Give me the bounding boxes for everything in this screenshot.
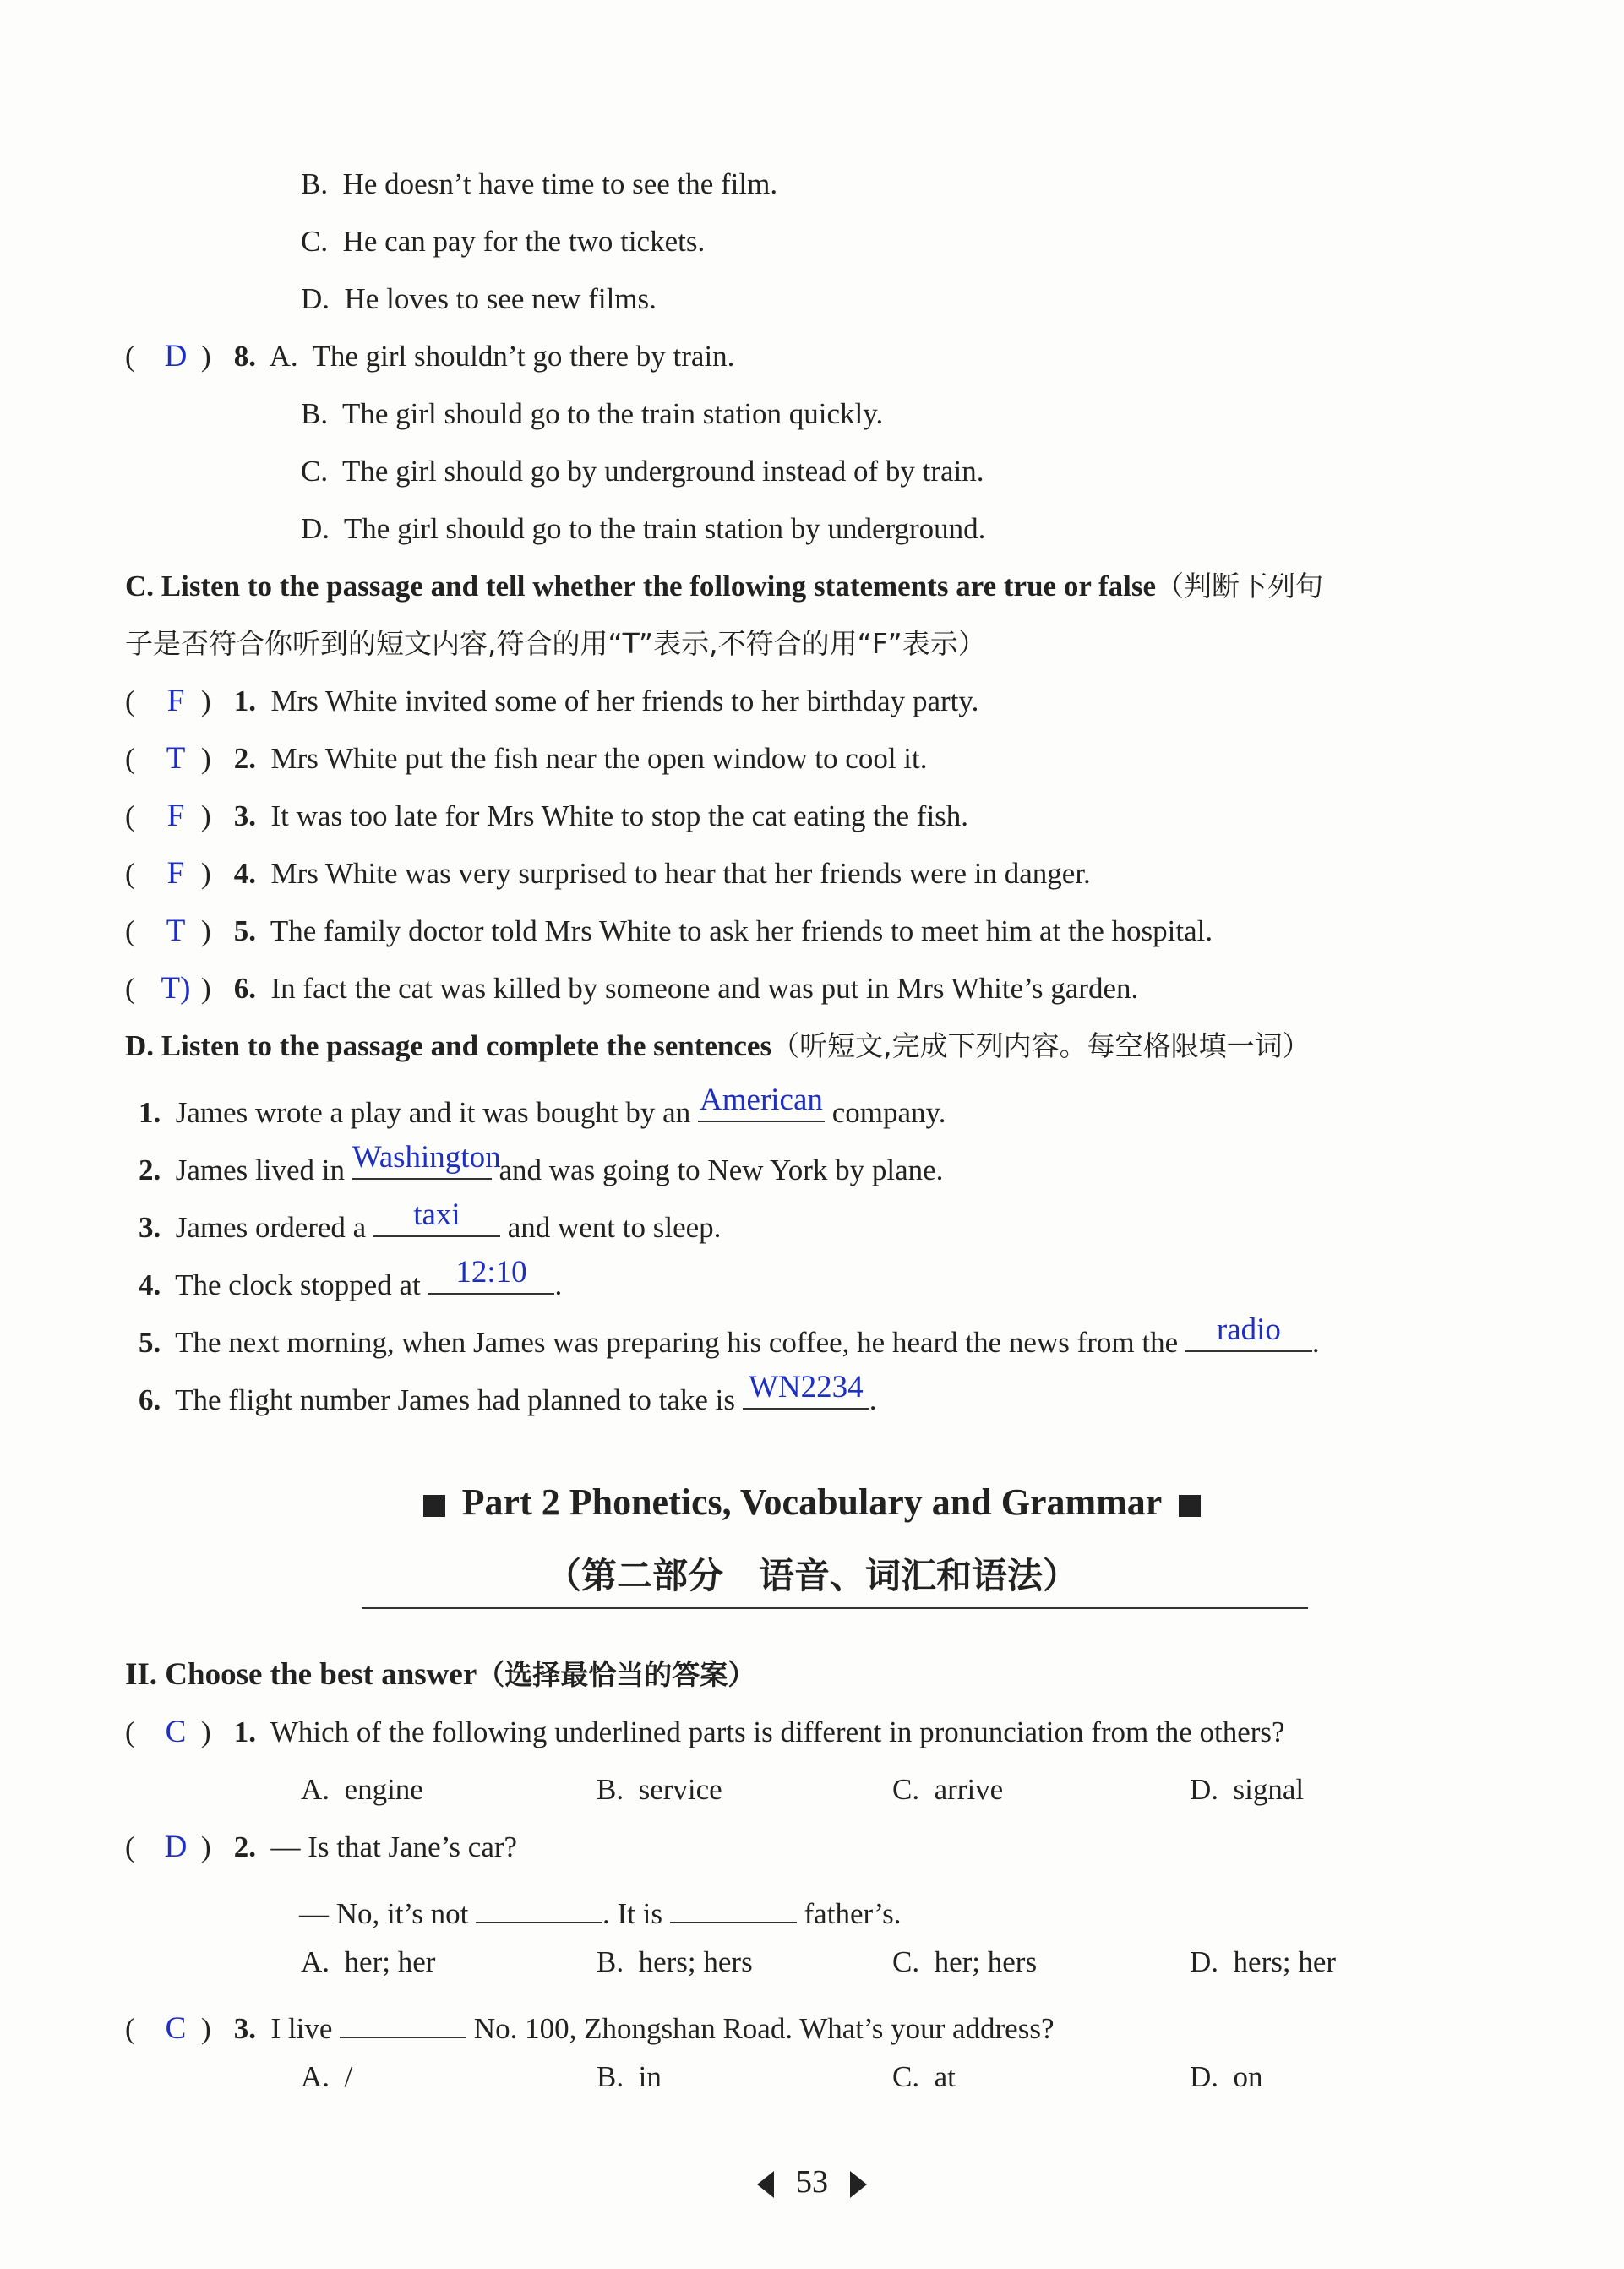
section-c-title: C. Listen to the passage and tell whether the following statements are true or false（判断下列句: [125, 570, 1324, 603]
q8-option-c: C. The girl should go by underground instead of by train.: [301, 455, 984, 488]
q8-answer: D: [164, 339, 188, 374]
d-item-5: 5. The next morning, when James was preparing his coffee, he heard the news from the radio .: [139, 1312, 1320, 1359]
q7-option-d: D. He loves to see new films.: [301, 282, 657, 315]
d-blank-3: taxi: [373, 1202, 500, 1237]
ii-q2-line2: — No, it’s not . It is father’s.: [299, 1888, 902, 1931]
section-d-title: D. Listen to the passage and complete the sentences（听短文,完成下列内容。每空格限填一词）: [125, 1029, 1311, 1062]
c-item-6: ( T) ) 6. In fact the cat was killed by someone and was put in Mrs White’s garden.: [125, 971, 1139, 1006]
q7-option-b: B. He doesn’t have time to see the film.: [301, 167, 778, 200]
ii-q1-option-b: B. service: [597, 1773, 722, 1806]
d-blank-2: Washington: [352, 1144, 492, 1180]
q8-option-b: B. The girl should go to the train station quickly.: [301, 397, 884, 430]
q7-option-c: C. He can pay for the two tickets.: [301, 225, 706, 258]
page-number: 53: [796, 2164, 828, 2200]
ii-q2-blank-2: [670, 1888, 797, 1923]
d-blank-6: WN2234: [743, 1374, 869, 1410]
ii-q2-option-c: C. her; hers: [892, 1945, 1038, 1978]
ii-q2-option-b: B. hers; hers: [597, 1945, 753, 1978]
ii-q3-option-c: C. at: [892, 2060, 956, 2093]
part2-title-cn: （第二部分 语音、词汇和语法）: [545, 1555, 1078, 1596]
c-item-2: ( T ) 2. Mrs White put the fish near the open window to cool it.: [125, 741, 928, 776]
ii-q2-blank-1: [476, 1888, 602, 1923]
d-item-2: 2. James lived in Washington and was going to New York by plane.: [139, 1140, 944, 1186]
square-bullet-icon: [423, 1495, 445, 1517]
d-item-6: 6. The flight number James had planned to take is WN2234 .: [139, 1370, 877, 1416]
ii-q2-option-d: D. hers; her: [1190, 1945, 1337, 1978]
ii-q3-row: ( C ) 3. I live No. 100, Zhongshan Road. What’s your address?: [125, 2003, 1055, 2046]
c-item-5: ( T ) 5. The family doctor told Mrs White to ask her friends to meet him at the hospital.: [125, 914, 1213, 948]
c-item-4: ( F ) 4. Mrs White was very surprised to hear that her friends were in danger.: [125, 856, 1091, 891]
q8-option-d: D. The girl should go to the train station by underground.: [301, 512, 986, 545]
ii-q3-blank: [340, 2003, 466, 2038]
ii-q1-option-a: A. engine: [301, 1773, 423, 1806]
ii-q1-row: ( C ) 1. Which of the following underlined parts is different in pronunciation from the others?: [125, 1715, 1285, 1749]
c-item-1: ( F ) 1. Mrs White invited some of her friends to her birthday party.: [125, 684, 979, 718]
q8-row: ( D ) 8. A. The girl shouldn’t go there by train.: [125, 339, 735, 374]
square-bullet-icon: [1179, 1495, 1201, 1517]
ii-q1-option-c: C. arrive: [892, 1773, 1004, 1806]
section-c-title-cn: 子是否符合你听到的短文内容,符合的用“T”表示,不符合的用“F”表示）: [125, 627, 986, 660]
ii-q2-option-a: A. her; her: [301, 1945, 436, 1978]
part2-underline: [362, 1607, 1308, 1609]
section-ii-title: II. Choose the best answer（选择最恰当的答案）: [125, 1657, 756, 1692]
page-footer: [0, 2163, 1624, 2201]
next-page-icon[interactable]: [850, 2171, 867, 2198]
part2-title: Part 2 Phonetics, Vocabulary and Grammar: [0, 1481, 1624, 1524]
d-blank-5: radio: [1185, 1317, 1312, 1352]
d-item-4: 4. The clock stopped at 12:10 .: [139, 1255, 563, 1301]
d-item-3: 3. James ordered a taxi and went to sleep.: [139, 1197, 722, 1244]
ii-q1-option-d: D. signal: [1190, 1773, 1305, 1806]
prev-page-icon[interactable]: [757, 2171, 774, 2198]
ii-q3-option-b: B. in: [597, 2060, 662, 2093]
ii-q3-option-d: D. on: [1190, 2060, 1263, 2093]
d-blank-4: 12:10: [428, 1259, 554, 1295]
d-blank-1: American: [698, 1087, 825, 1122]
c-item-3: ( F ) 3. It was too late for Mrs White to stop the cat eating the fish.: [125, 799, 969, 833]
ii-q2-row: ( D ) 2. — Is that Jane’s car?: [125, 1830, 518, 1864]
ii-q3-option-a: A. /: [301, 2060, 353, 2093]
d-item-1: 1. James wrote a play and it was bought by an American company.: [139, 1083, 946, 1129]
